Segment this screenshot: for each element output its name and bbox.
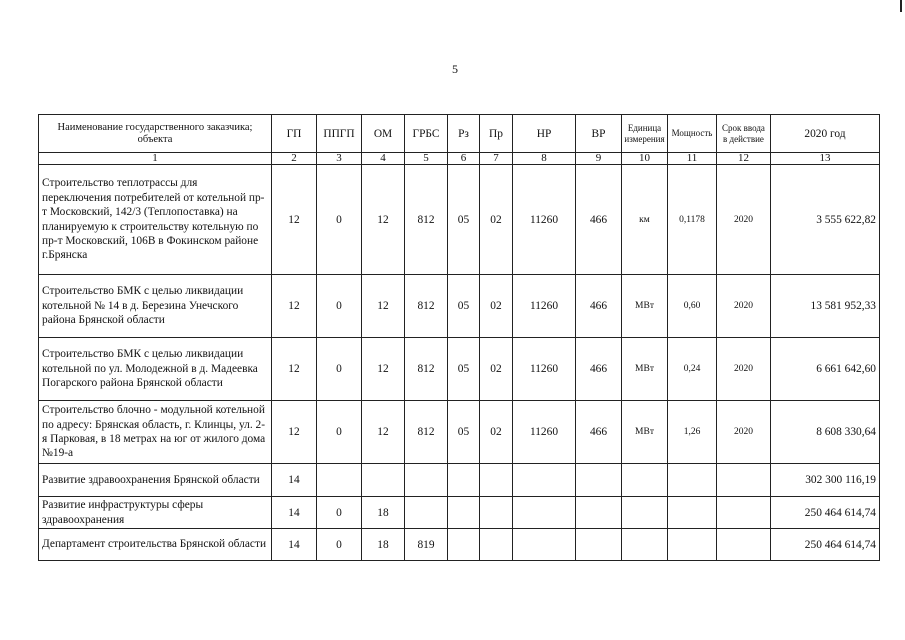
- column-number-cell: 3: [317, 153, 362, 165]
- column-number-cell: 13: [771, 153, 880, 165]
- capacity-cell: 0,1178: [668, 165, 717, 275]
- header-cell: Единица измерения: [622, 115, 668, 153]
- table-cell: [317, 464, 362, 497]
- table-header-row: [39, 115, 880, 153]
- amount-cell: 250 464 614,74: [771, 529, 880, 561]
- capacity-cell: 1,26: [668, 401, 717, 464]
- table-cell: 466: [576, 165, 622, 275]
- table-cell: 0: [317, 275, 362, 338]
- table-row: [39, 497, 880, 529]
- table-cell: [405, 497, 448, 529]
- capacity-cell: [668, 497, 717, 529]
- amount-cell: 302 300 116,19: [771, 464, 880, 497]
- header-cell: ВР: [576, 115, 622, 153]
- table-row: [39, 529, 880, 561]
- page-number: 5: [452, 62, 458, 76]
- header-cell: Срок ввода в действие: [717, 115, 771, 153]
- table-cell: 05: [448, 338, 480, 401]
- table-row: [39, 401, 880, 464]
- table-cell: 0: [317, 497, 362, 529]
- unit-cell: МВт: [622, 401, 668, 464]
- table-cell: 466: [576, 401, 622, 464]
- header-cell: Пр: [480, 115, 513, 153]
- amount-cell: 250 464 614,74: [771, 497, 880, 529]
- table-cell: 0: [317, 401, 362, 464]
- unit-cell: МВт: [622, 275, 668, 338]
- header-cell: ОМ: [362, 115, 405, 153]
- capacity-cell: [668, 464, 717, 497]
- table-cell: 14: [272, 529, 317, 561]
- object-name-cell: Развитие здравоохранения Брянской области: [39, 464, 272, 497]
- table-cell: [576, 497, 622, 529]
- table-cell: 02: [480, 401, 513, 464]
- table-cell: 14: [272, 497, 317, 529]
- commissioning-year-cell: [717, 464, 771, 497]
- table-cell: 12: [362, 401, 405, 464]
- column-number-cell: 10: [622, 153, 668, 165]
- commissioning-year-cell: 2020: [717, 338, 771, 401]
- budget-table: [38, 114, 880, 561]
- table-cell: [448, 464, 480, 497]
- capacity-cell: 0,60: [668, 275, 717, 338]
- table-row: [39, 338, 880, 401]
- table-cell: 812: [405, 338, 448, 401]
- table-cell: [576, 464, 622, 497]
- table-cell: 12: [362, 338, 405, 401]
- table-cell: 812: [405, 401, 448, 464]
- unit-cell: [622, 529, 668, 561]
- table-cell: 12: [362, 165, 405, 275]
- table-row: [39, 275, 880, 338]
- amount-cell: 8 608 330,64: [771, 401, 880, 464]
- table-cell: 11260: [513, 275, 576, 338]
- table-cell: 812: [405, 275, 448, 338]
- unit-cell: МВт: [622, 338, 668, 401]
- table-cell: 12: [362, 275, 405, 338]
- column-number-cell: 1: [39, 153, 272, 165]
- table-cell: [513, 464, 576, 497]
- header-cell: Мощность: [668, 115, 717, 153]
- scan-edge-mark: [900, 0, 902, 12]
- table-row: [39, 165, 880, 275]
- column-number-cell: 6: [448, 153, 480, 165]
- table-cell: 11260: [513, 401, 576, 464]
- commissioning-year-cell: 2020: [717, 275, 771, 338]
- header-cell: 2020 год: [771, 115, 880, 153]
- header-cell: ППГП: [317, 115, 362, 153]
- header-cell: ГРБС: [405, 115, 448, 153]
- header-cell: ГП: [272, 115, 317, 153]
- table-row: [39, 464, 880, 497]
- column-number-row: [39, 153, 880, 165]
- object-name-cell: Строительство блочно - модульной котельной по адресу: Брянская область, г. Клинцы, ул. 2-я Парковая, в 18 метрах на юг от жилого дома №19-а: [39, 401, 272, 464]
- unit-cell: [622, 464, 668, 497]
- table-cell: 02: [480, 165, 513, 275]
- table-cell: 05: [448, 401, 480, 464]
- table-cell: 12: [272, 338, 317, 401]
- commissioning-year-cell: [717, 529, 771, 561]
- column-number-cell: 12: [717, 153, 771, 165]
- object-name-cell: Строительство БМК с целью ликвидации котельной по ул. Молодежной в д. Мадеевка Погарского района Брянской области: [39, 338, 272, 401]
- column-number-cell: 7: [480, 153, 513, 165]
- object-name-cell: Строительство БМК с целью ликвидации котельной № 14 в д. Березина Унечского района Брянской области: [39, 275, 272, 338]
- table-cell: 18: [362, 497, 405, 529]
- commissioning-year-cell: 2020: [717, 401, 771, 464]
- table-cell: 466: [576, 338, 622, 401]
- column-number-cell: 8: [513, 153, 576, 165]
- table-cell: 0: [317, 338, 362, 401]
- table-cell: 812: [405, 165, 448, 275]
- table-cell: 05: [448, 165, 480, 275]
- table-cell: 819: [405, 529, 448, 561]
- column-number-cell: 9: [576, 153, 622, 165]
- table-cell: [362, 464, 405, 497]
- object-name-cell: Департамент строительства Брянской области: [39, 529, 272, 561]
- header-cell: Наименование государственного заказчика; объекта: [39, 115, 272, 153]
- capacity-cell: 0,24: [668, 338, 717, 401]
- column-number-cell: 4: [362, 153, 405, 165]
- table-cell: [480, 497, 513, 529]
- column-number-cell: 2: [272, 153, 317, 165]
- table-cell: 14: [272, 464, 317, 497]
- table-cell: [405, 464, 448, 497]
- commissioning-year-cell: 2020: [717, 165, 771, 275]
- table-cell: 02: [480, 275, 513, 338]
- table-cell: 12: [272, 401, 317, 464]
- table-cell: 05: [448, 275, 480, 338]
- table-cell: 0: [317, 529, 362, 561]
- object-name-cell: Развитие инфраструктуры сферы здравоохранения: [39, 497, 272, 529]
- table-cell: 12: [272, 275, 317, 338]
- table-cell: 0: [317, 165, 362, 275]
- table-cell: [513, 497, 576, 529]
- object-name-cell: Строительство теплотрассы для переключения потребителей от котельной пр-т Московский, 142/3 (Теплопоставка) на планируемую к строительству котельную по пр-т Московский, 106В в Фокинском районе г.Брянска: [39, 165, 272, 275]
- table-cell: 11260: [513, 165, 576, 275]
- table-cell: 02: [480, 338, 513, 401]
- table-cell: 466: [576, 275, 622, 338]
- unit-cell: км: [622, 165, 668, 275]
- unit-cell: [622, 497, 668, 529]
- capacity-cell: [668, 529, 717, 561]
- header-cell: НР: [513, 115, 576, 153]
- table-cell: 11260: [513, 338, 576, 401]
- amount-cell: 6 661 642,60: [771, 338, 880, 401]
- table-cell: 12: [272, 165, 317, 275]
- column-number-cell: 5: [405, 153, 448, 165]
- table-cell: [513, 529, 576, 561]
- table-cell: [480, 464, 513, 497]
- table-cell: [576, 529, 622, 561]
- amount-cell: 3 555 622,82: [771, 165, 880, 275]
- table-cell: 18: [362, 529, 405, 561]
- table-cell: [448, 529, 480, 561]
- commissioning-year-cell: [717, 497, 771, 529]
- table-cell: [480, 529, 513, 561]
- amount-cell: 13 581 952,33: [771, 275, 880, 338]
- column-number-cell: 11: [668, 153, 717, 165]
- table-cell: [448, 497, 480, 529]
- header-cell: Рз: [448, 115, 480, 153]
